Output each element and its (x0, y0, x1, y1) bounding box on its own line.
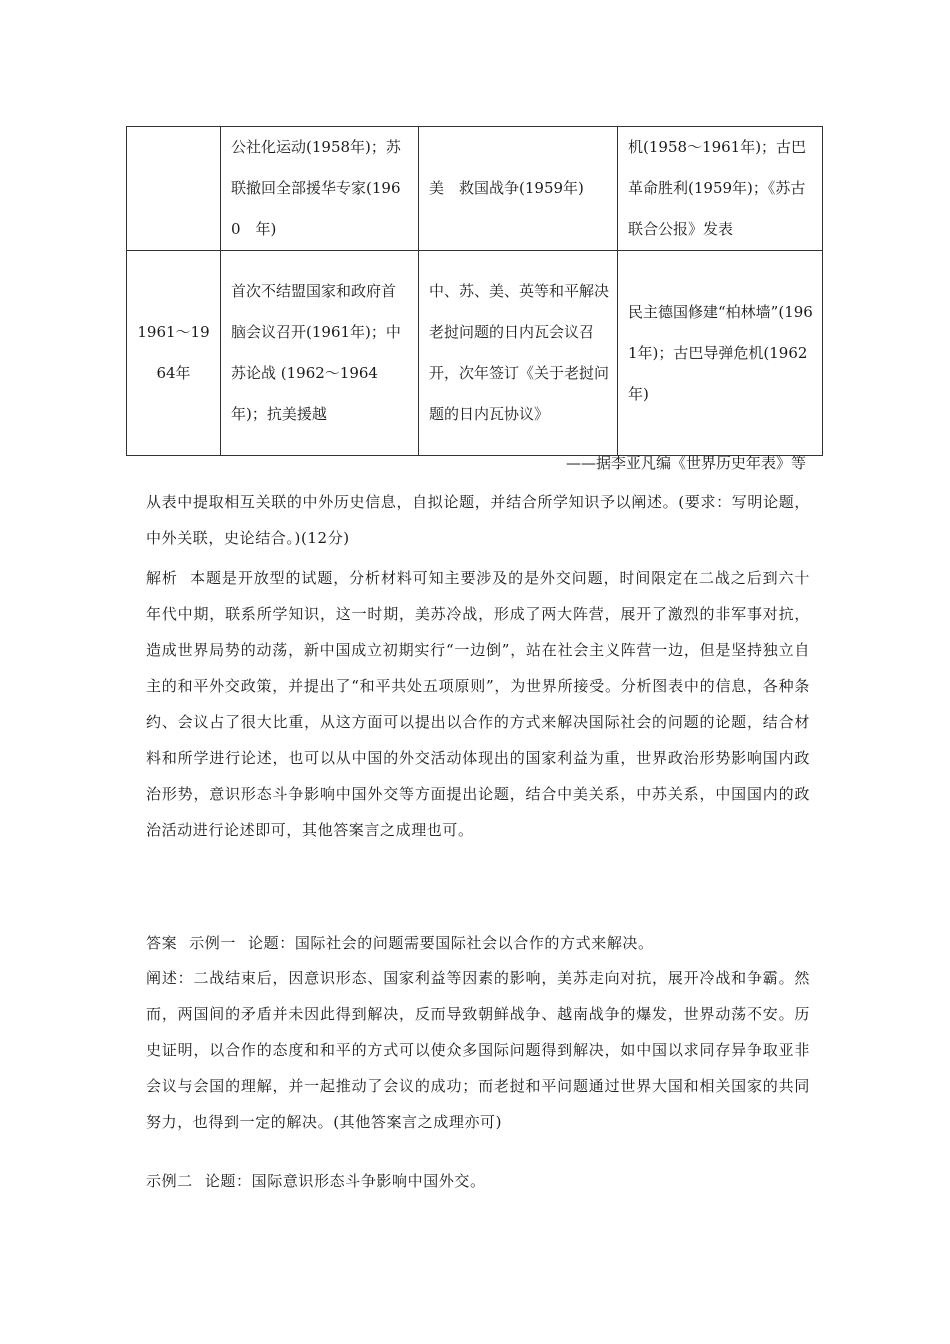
answer-example2-heading (146, 1163, 810, 1199)
world-events-cell: 民主德国修建“柏林墙”(1961年)；古巴导弹危机(1962 年) (618, 251, 823, 456)
china-events-cell: 公社化运动(1958年)；苏联撤回全部援华专家(1960 年) (221, 127, 419, 251)
table-source-citation: ——据李亚凡编《世界历史年表》等 (565, 454, 806, 472)
period-cell: 1961～1964年 (127, 251, 221, 456)
analysis-text: 本题是开放型的试题，分析材料可知主要涉及的是外交问题，时间限定在二战之后到六十年代中期，联系所学知识，这一时期，美苏冷战，形成了两大阵营，展开了激烈的非军事对抗，造成世界局势的动荡，新中国成立初期实行“一边倒”，站在社会主义阵营一边，但是坚持独立自主的和平外交政策，并提出了“和平共处五项原则”，为世界所接受。分析图表中的信息，各种条约、会议占了很大比重，从这方面可以提出以合作的方式来解决国际社会的问题的论题，结合材料和所学进行论述，也可以从中国的外交活动体现出的国家利益为重，世界政治形势影响国内政治形势，意识形态斗争影响中国外交等方面提出论题，结合中美关系，中苏关系，中国国内的政治活动进行论述即可，其他答案言之成理也可。 (146, 569, 811, 839)
example1-label: 示例一 (189, 934, 237, 952)
question-text: 从表中提取相互关联的中外历史信息，自拟论题，并结合所学知识予以阐述。(要求：写明论题，中外关联，史论结合。)(12分) (146, 493, 810, 547)
analysis-paragraph (146, 560, 810, 848)
world-events-cell: 机(1958～1961年)；古巴革命胜利(1959年)；《苏古联合公报》发表 (618, 127, 823, 251)
answer-label: 答案 (146, 934, 178, 952)
answer-example1-heading (146, 925, 810, 961)
history-timeline-table (126, 126, 823, 456)
period-cell (127, 127, 221, 251)
table-row (127, 127, 823, 251)
example1-topic: 论题：国际社会的问题需要国际社会以合作的方式来解决。 (248, 934, 654, 952)
example1-body: 阐述：二战结束后，因意识形态、国家利益等因素的影响，美苏走向对抗，展开冷战和争霸。然而，两国间的矛盾并未因此得到解决，反而导致朝鲜战争、越南战争的爆发，世界动荡不安。历史证明，以合作的态度和和平的方式可以使众多国际问题得到解决，如中国以求同存异争取亚非会议与会国的理解，并一起推动了会议的成功；而老挝和平问题通过世界大国和相关国家的共同努力，也得到一定的解决。(其他答案言之成理亦可) (146, 969, 810, 1131)
analysis-label: 解析 (146, 569, 178, 587)
china-events-cell: 首次不结盟国家和政府首脑会议召开(1961年)；中苏论战 (1962～1964年)；抗美援越 (221, 251, 419, 456)
related-events-cell: 美 救国战争(1959年) (419, 127, 618, 251)
example2-label: 示例二 (146, 1172, 193, 1190)
example2-topic: 论题：国际意识形态斗争影响中国外交。 (204, 1172, 486, 1190)
table-row (127, 251, 823, 456)
related-events-cell: 中、苏、美、英等和平解决老挝问题的日内瓦会议召开，次年签订《关于老挝问题的日内瓦协议》 (419, 251, 618, 456)
